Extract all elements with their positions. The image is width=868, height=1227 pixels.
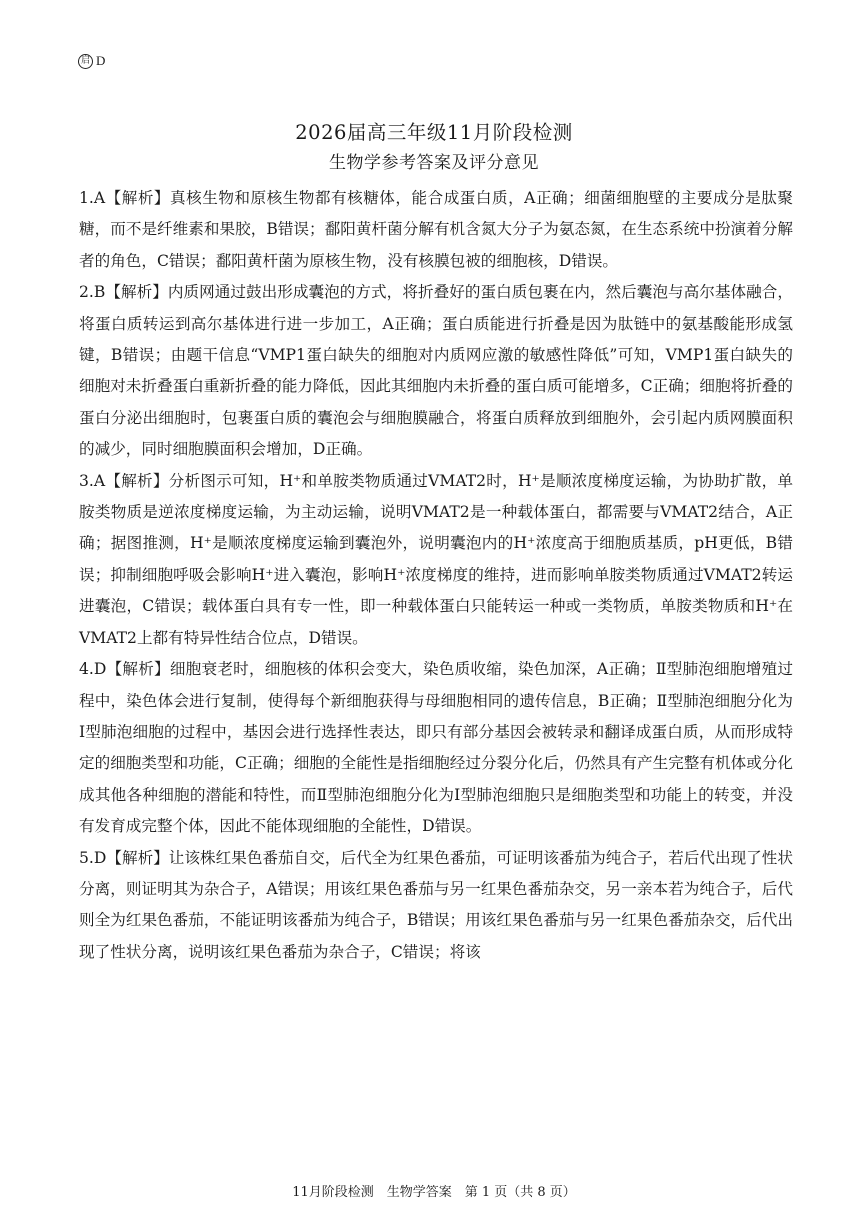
answer-item-3: 3.A【解析】分析图示可知，H⁺和单胺类物质通过VMAT2时，H⁺是顺浓度梯度运输，为协助扩散，单胺类物质是逆浓度梯度运输，为主动运输，说明VMAT2是一种载体蛋白，都需要与VMAT2结合，A正确；据图推测，H⁺是顺浓度梯度运输到囊泡外，说明囊泡内的H⁺浓度高于细胞质基质，pH更低，B错误；抑制细胞呼吸会影响H⁺进入囊泡，影响H⁺浓度梯度的维持，进而影响单胺类物质通过VMAT2转运进囊泡，C错误；载体蛋白具有专一性，即一种载体蛋白只能转运一种或一类物质，单胺类物质和H⁺在VMAT2上都有特异性结合位点，D错误。 (79, 471, 793, 647)
header-badge (78, 53, 105, 69)
page-subtitle: 生物学参考答案及评分意见 (329, 153, 539, 173)
circled-character-icon: 启 (78, 54, 93, 69)
answer-item-5: 5.D【解析】让该株红果色番茄自交，后代全为红果色番茄，可证明该番茄为纯合子，若后代出现了性状分离，则证明其为杂合子，A错误；用该红果色番茄与另一红果色番茄杂交，另一亲本若为纯合子，后代则全为红果色番茄，不能证明该番茄为纯合子，B错误；用该红果色番茄与另一红果色番茄杂交，后代出现了性状分离，说明该红果色番茄为杂合子，C错误；将该 (79, 848, 793, 961)
answer-item-1: 1.A【解析】真核生物和原核生物都有核糖体，能合成蛋白质，A正确；细菌细胞壁的主要成分是肽聚糖，而不是纤维素和果胶，B错误；鄱阳黄杆菌分解有机含氮大分子为氨态氮，在生态系统中扮演着分解者的角色，C错误；鄱阳黄杆菌为原核生物，没有核膜包被的细胞核，D错误。 (79, 189, 793, 270)
answer-item-2: 2.B【解析】内质网通过鼓出形成囊泡的方式，将折叠好的蛋白质包裹在内，然后囊泡与高尔基体融合，将蛋白质转运到高尔基体进行进一步加工，A正确；蛋白质能进行折叠是因为肽链中的氨基酸能形成氢键，B错误；由题干信息“VMP1蛋白缺失的细胞对内质网应激的敏感性降低”可知，VMP1蛋白缺失的细胞对未折叠蛋白重新折叠的能力降低，因此其细胞内未折叠的蛋白质可能增多，C正确；细胞将折叠的蛋白分泌出细胞时，包裹蛋白质的囊泡会与细胞膜融合，将蛋白质释放到细胞外，会引起内质网膜面积的减少，同时细胞膜面积会增加，D正确。 (79, 283, 793, 459)
answer-item-4: 4.D【解析】细胞衰老时，细胞核的体积会变大，染色质收缩，染色加深，A正确；Ⅱ型肺泡细胞增殖过程中，染色体会进行复制，使得每个新细胞获得与母细胞相同的遗传信息，B正确；Ⅱ型肺泡细胞分化为Ⅰ型肺泡细胞的过程中，基因会进行选择性表达，即只有部分基因会被转录和翻译成蛋白质，从而形成特定的细胞类型和功能，C正确；细胞的全能性是指细胞经过分裂分化后，仍然具有产生完整有机体或分化成其他各种细胞的潜能和特性，而Ⅱ型肺泡细胞分化为Ⅰ型肺泡细胞只是细胞类型和功能上的转变，并没有发育成完整个体，因此不能体现细胞的全能性，D错误。 (79, 660, 793, 836)
page-footer: 11月阶段检测 生物学答案 第 1 页（共 8 页） (292, 1185, 576, 1200)
answer-list (79, 183, 793, 968)
badge-letter: D (96, 53, 106, 68)
page-title: 2026届高三年级11月阶段检测 (295, 121, 573, 144)
